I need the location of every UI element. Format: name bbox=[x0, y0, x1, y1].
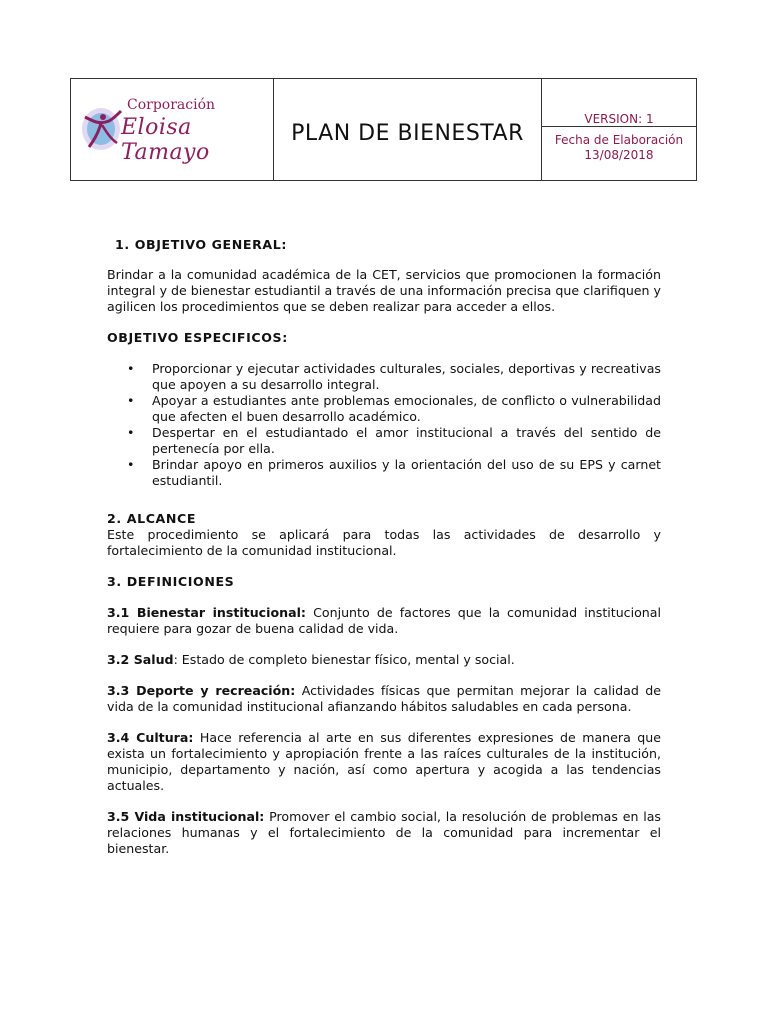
meta-cell bbox=[542, 79, 696, 180]
definition-item bbox=[107, 730, 661, 794]
definition-term: 3.5 Vida institucional: bbox=[107, 809, 265, 824]
document-body bbox=[107, 237, 661, 872]
date-block bbox=[542, 127, 696, 163]
definition-text: : Estado de completo bienestar físico, mental y social. bbox=[173, 652, 515, 667]
alcance-text: Este procedimiento se aplicará para todas las actividades de desarrollo y fortalecimiento de la comunidad institucional. bbox=[107, 527, 661, 558]
definition-item bbox=[107, 605, 661, 637]
definition-item bbox=[107, 809, 661, 857]
definition-term: 3.4 Cultura: bbox=[107, 730, 194, 745]
definition-item bbox=[107, 652, 661, 668]
list-item: • Apoyar a estudiantes ante problemas emocionales, de conflicto o vulnerabilidad que afecten el buen desarrollo académico. bbox=[152, 393, 661, 425]
section-objetivo-general-heading: 1. OBJETIVO GENERAL: bbox=[115, 237, 288, 252]
objetivos-list bbox=[107, 361, 661, 489]
document-title: PLAN DE BIENESTAR bbox=[274, 79, 542, 180]
definitions-list bbox=[107, 605, 661, 857]
dancer-emblem-icon bbox=[79, 95, 125, 157]
date-value: 13/08/2018 bbox=[584, 148, 654, 162]
list-item: • Despertar en el estudiantado el amor institucional a través del sentido de pertenecía por ella. bbox=[152, 425, 661, 457]
corporation-logo bbox=[79, 95, 267, 165]
date-label: Fecha de Elaboración bbox=[554, 133, 684, 147]
definition-text: Actividades físicas que permitan mejorar la calidad de vida de la comunidad institucional afianzando hábitos saludables en cada persona. bbox=[107, 683, 661, 714]
logo-text-name: Eloisa Tamayo bbox=[121, 115, 210, 165]
definition-text: Conjunto de factores que la comunidad institucional requiere para gozar de buena calidad de vida. bbox=[107, 605, 662, 636]
definition-term: 3.3 Deporte y recreación: bbox=[107, 683, 296, 698]
section-definiciones-heading: 3. DEFINICIONES bbox=[107, 574, 235, 589]
version-label: VERSION: 1 bbox=[542, 79, 696, 127]
logo-text-corporacion: Corporación bbox=[127, 97, 216, 113]
list-item: • Brindar apoyo en primeros auxilios y la orientación del uso de su EPS y carnet estudiantil. bbox=[152, 457, 661, 489]
definition-term: 3.1 Bienestar institucional: bbox=[107, 605, 306, 620]
definition-item bbox=[107, 683, 661, 715]
objetivo-general-text: Brindar a la comunidad académica de la CET, servicios que promocionen la formación integral y de bienestar estudiantil a través de una información precisa que clarifiquen y agilicen los procedimientos que se deben realizar para acceder a ellos. bbox=[107, 267, 661, 314]
logo-cell bbox=[71, 79, 274, 180]
list-item: • Proporcionar y ejecutar actividades culturales, sociales, deportivas y recreativas que apoyen a su desarrollo integral. bbox=[152, 361, 661, 393]
definition-text: Promover el cambio social, la resolución de problemas en las relaciones humanas y el fortalecimiento de la comunidad para incrementar el bienestar. bbox=[107, 809, 661, 856]
objetivos-especificos-heading: OBJETIVO ESPECIFICOS: bbox=[107, 330, 288, 345]
definition-text: Hace referencia al arte en sus diferentes expresiones de manera que exista un fortalecimiento y apropiación frente a las raíces culturales de la institución, municipio, departamento y nación, así como apertura y acogida a las tendencias actuales. bbox=[107, 730, 662, 793]
section-alcance-heading: 2. ALCANCE bbox=[107, 511, 197, 526]
document-header bbox=[70, 78, 697, 181]
definition-term: 3.2 Salud bbox=[107, 652, 174, 667]
